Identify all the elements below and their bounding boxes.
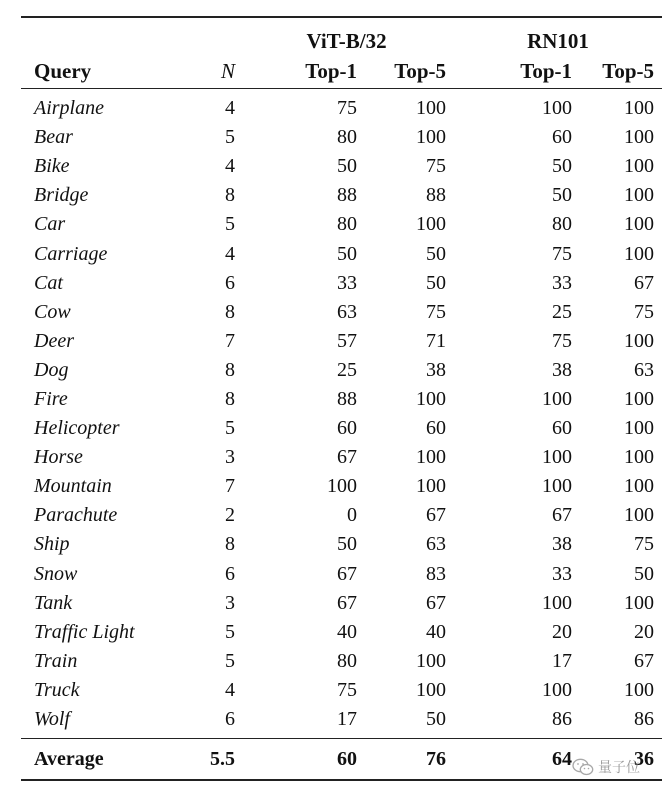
cell-vit-top5: 67 xyxy=(426,591,447,614)
table-row xyxy=(21,181,662,210)
table-footer xyxy=(21,739,662,781)
header-vit-top5: Top-5 xyxy=(394,58,447,83)
cell-n: 8 xyxy=(225,358,235,381)
average-n: 5.5 xyxy=(210,747,235,770)
cell-n: 4 xyxy=(225,97,235,120)
cell-rn-top1: 100 xyxy=(542,446,573,469)
cell-vit-top5: 63 xyxy=(426,533,447,556)
table-row xyxy=(21,618,662,647)
table-header xyxy=(21,17,662,89)
cell-rn-top5: 100 xyxy=(624,184,655,207)
cell-n: 4 xyxy=(225,678,235,701)
cell-vit-top1: 0 xyxy=(347,504,357,527)
cell-rn-top5: 67 xyxy=(634,649,655,672)
cell-vit-top1: 17 xyxy=(337,708,357,731)
cell-vit-top5: 83 xyxy=(426,562,447,585)
cell-rn-top1: 100 xyxy=(542,591,573,614)
cell-vit-top1: 40 xyxy=(337,620,357,643)
watermark xyxy=(572,756,640,778)
cell-vit-top1: 57 xyxy=(337,329,357,352)
cell-rn-top5: 100 xyxy=(624,97,655,120)
table-row xyxy=(21,239,662,268)
cell-query: Traffic Light xyxy=(34,620,135,643)
cell-vit-top5: 100 xyxy=(416,126,447,149)
cell-vit-top1: 50 xyxy=(337,155,357,178)
cell-rn-top5: 100 xyxy=(624,417,655,440)
table-row xyxy=(21,647,662,676)
cell-vit-top5: 60 xyxy=(426,417,447,440)
average-row xyxy=(21,739,662,781)
cell-vit-top5: 100 xyxy=(416,97,447,120)
cell-rn-top5: 100 xyxy=(624,242,655,265)
cell-rn-top5: 63 xyxy=(634,358,655,381)
header-vit-top1: Top-1 xyxy=(305,58,357,83)
cell-vit-top5: 75 xyxy=(426,155,447,178)
cell-rn-top1: 60 xyxy=(552,126,573,149)
cell-n: 5 xyxy=(225,620,235,643)
cell-rn-top5: 86 xyxy=(634,708,655,731)
header-blank-n xyxy=(179,17,239,54)
cell-rn-top5: 100 xyxy=(624,446,655,469)
cell-rn-top1: 100 xyxy=(542,97,573,120)
cell-query: Cow xyxy=(34,300,71,323)
cell-vit-top1: 63 xyxy=(337,300,357,323)
cell-rn-top5: 20 xyxy=(634,620,655,643)
cell-n: 2 xyxy=(225,504,235,527)
cell-n: 5 xyxy=(225,649,235,672)
table-row xyxy=(21,298,662,327)
cell-n: 4 xyxy=(225,242,235,265)
cell-vit-top5: 100 xyxy=(416,475,447,498)
cell-rn-top1: 17 xyxy=(552,649,573,672)
cell-vit-top1: 25 xyxy=(337,358,357,381)
cell-rn-top5: 75 xyxy=(634,300,655,323)
cell-query: Bear xyxy=(34,126,73,149)
cell-rn-top5: 75 xyxy=(634,533,655,556)
cell-rn-top1: 33 xyxy=(552,271,573,294)
cell-vit-top5: 100 xyxy=(416,387,447,410)
table-row xyxy=(21,123,662,152)
cell-n: 3 xyxy=(225,446,235,469)
table-row xyxy=(21,356,662,385)
cell-vit-top5: 100 xyxy=(416,649,447,672)
cell-rn-top1: 33 xyxy=(552,562,573,585)
cell-rn-top5: 100 xyxy=(624,504,655,527)
cell-query: Dog xyxy=(34,358,69,381)
average-rn-top1: 64 xyxy=(552,747,573,770)
cell-query: Snow xyxy=(34,562,78,585)
cell-rn-top1: 75 xyxy=(552,242,573,265)
cell-query: Airplane xyxy=(34,97,104,120)
cell-query: Ship xyxy=(34,533,70,556)
cell-query: Car xyxy=(34,213,66,236)
cell-rn-top1: 60 xyxy=(552,417,573,440)
header-query: Query xyxy=(34,58,92,83)
table-row xyxy=(21,443,662,472)
table-row xyxy=(21,501,662,530)
cell-rn-top1: 67 xyxy=(552,504,573,527)
cell-rn-top1: 38 xyxy=(552,358,573,381)
cell-n: 8 xyxy=(225,533,235,556)
cell-vit-top5: 75 xyxy=(426,300,447,323)
cell-vit-top5: 100 xyxy=(416,213,447,236)
table-row xyxy=(21,269,662,298)
table-row xyxy=(21,327,662,356)
cell-n: 5 xyxy=(225,417,235,440)
cell-query: Tank xyxy=(34,591,73,614)
cell-rn-top1: 100 xyxy=(542,387,573,410)
cell-query: Carriage xyxy=(34,242,108,265)
cell-rn-top5: 50 xyxy=(634,562,655,585)
average-label: Average xyxy=(34,747,104,770)
cell-n: 8 xyxy=(225,387,235,410)
cell-rn-top1: 38 xyxy=(552,533,573,556)
header-group-vit: ViT-B/32 xyxy=(306,29,387,53)
cell-n: 8 xyxy=(225,184,235,207)
cell-query: Mountain xyxy=(34,475,112,498)
cell-vit-top1: 80 xyxy=(337,126,357,149)
table-row xyxy=(21,152,662,181)
table-row xyxy=(21,385,662,414)
table-row xyxy=(21,676,662,705)
average-vit-top1: 60 xyxy=(337,747,357,770)
cell-n: 7 xyxy=(225,329,235,352)
cell-n: 7 xyxy=(225,475,235,498)
cell-vit-top5: 50 xyxy=(426,271,447,294)
average-vit-top5: 76 xyxy=(426,747,447,770)
cell-rn-top5: 100 xyxy=(624,678,655,701)
cell-rn-top1: 20 xyxy=(552,620,573,643)
cell-rn-top1: 100 xyxy=(542,475,573,498)
cell-rn-top1: 50 xyxy=(552,155,573,178)
cell-vit-top5: 88 xyxy=(426,184,447,207)
cell-n: 6 xyxy=(225,562,235,585)
cell-rn-top5: 100 xyxy=(624,126,655,149)
table-row xyxy=(21,560,662,589)
cell-rn-top5: 100 xyxy=(624,591,655,614)
table-row xyxy=(21,89,662,124)
cell-vit-top5: 100 xyxy=(416,446,447,469)
cell-vit-top5: 71 xyxy=(426,329,447,352)
cell-query: Wolf xyxy=(34,708,70,731)
cell-n: 5 xyxy=(225,213,235,236)
cell-vit-top1: 50 xyxy=(337,533,357,556)
cell-query: Horse xyxy=(34,446,83,469)
cell-query: Helicopter xyxy=(34,417,120,440)
header-rn-top1: Top-1 xyxy=(520,58,573,83)
cell-query: Deer xyxy=(34,329,74,352)
cell-vit-top1: 100 xyxy=(327,475,357,498)
average-rn-top5: 36 xyxy=(634,747,655,770)
cell-vit-top1: 33 xyxy=(337,271,357,294)
cell-n: 4 xyxy=(225,155,235,178)
cell-query: Cat xyxy=(34,271,63,294)
header-sub-row xyxy=(21,54,662,89)
cell-rn-top1: 86 xyxy=(552,708,573,731)
cell-vit-top5: 40 xyxy=(426,620,447,643)
cell-rn-top5: 100 xyxy=(624,387,655,410)
cell-rn-top5: 67 xyxy=(634,271,655,294)
cell-vit-top1: 67 xyxy=(337,562,357,585)
results-table-container xyxy=(21,16,662,781)
cell-n: 8 xyxy=(225,300,235,323)
cell-vit-top1: 67 xyxy=(337,446,357,469)
cell-vit-top1: 80 xyxy=(337,213,357,236)
table-row xyxy=(21,705,662,739)
cell-rn-top1: 100 xyxy=(542,678,573,701)
table-row xyxy=(21,472,662,501)
cell-query: Bike xyxy=(34,155,70,178)
cell-rn-top1: 50 xyxy=(552,184,573,207)
header-blank-query xyxy=(21,17,179,54)
cell-vit-top1: 75 xyxy=(337,678,357,701)
cell-vit-top1: 75 xyxy=(337,97,357,120)
cell-vit-top5: 50 xyxy=(426,242,447,265)
cell-vit-top5: 38 xyxy=(426,358,447,381)
cell-rn-top1: 25 xyxy=(552,300,573,323)
cell-vit-top5: 67 xyxy=(426,504,447,527)
cell-n: 3 xyxy=(225,591,235,614)
cell-vit-top1: 67 xyxy=(337,591,357,614)
cell-query: Bridge xyxy=(34,184,89,207)
header-n: N xyxy=(220,58,235,83)
cell-query: Fire xyxy=(34,387,68,410)
cell-rn-top1: 80 xyxy=(552,213,573,236)
table-row xyxy=(21,589,662,618)
table-body xyxy=(21,89,662,739)
cell-query: Parachute xyxy=(34,504,118,527)
cell-vit-top5: 100 xyxy=(416,678,447,701)
results-table xyxy=(21,16,662,781)
header-rn-top5: Top-5 xyxy=(602,58,655,83)
cell-vit-top1: 50 xyxy=(337,242,357,265)
table-row xyxy=(21,530,662,559)
header-group-row xyxy=(21,17,662,54)
cell-rn-top5: 100 xyxy=(624,475,655,498)
cell-n: 5 xyxy=(225,126,235,149)
wechat-icon xyxy=(572,758,594,776)
cell-vit-top5: 50 xyxy=(426,708,447,731)
cell-vit-top1: 88 xyxy=(337,387,357,410)
cell-vit-top1: 60 xyxy=(337,417,357,440)
cell-vit-top1: 80 xyxy=(337,649,357,672)
cell-rn-top5: 100 xyxy=(624,155,655,178)
cell-query: Train xyxy=(34,649,78,672)
watermark-text: 量子位 xyxy=(598,760,640,776)
cell-query: Truck xyxy=(34,678,80,701)
table-row xyxy=(21,414,662,443)
cell-rn-top5: 100 xyxy=(624,329,655,352)
cell-rn-top1: 75 xyxy=(552,329,573,352)
cell-rn-top5: 100 xyxy=(624,213,655,236)
cell-n: 6 xyxy=(225,271,235,294)
header-group-rn: RN101 xyxy=(527,29,589,53)
cell-vit-top1: 88 xyxy=(337,184,357,207)
cell-n: 6 xyxy=(225,708,235,731)
table-row xyxy=(21,210,662,239)
